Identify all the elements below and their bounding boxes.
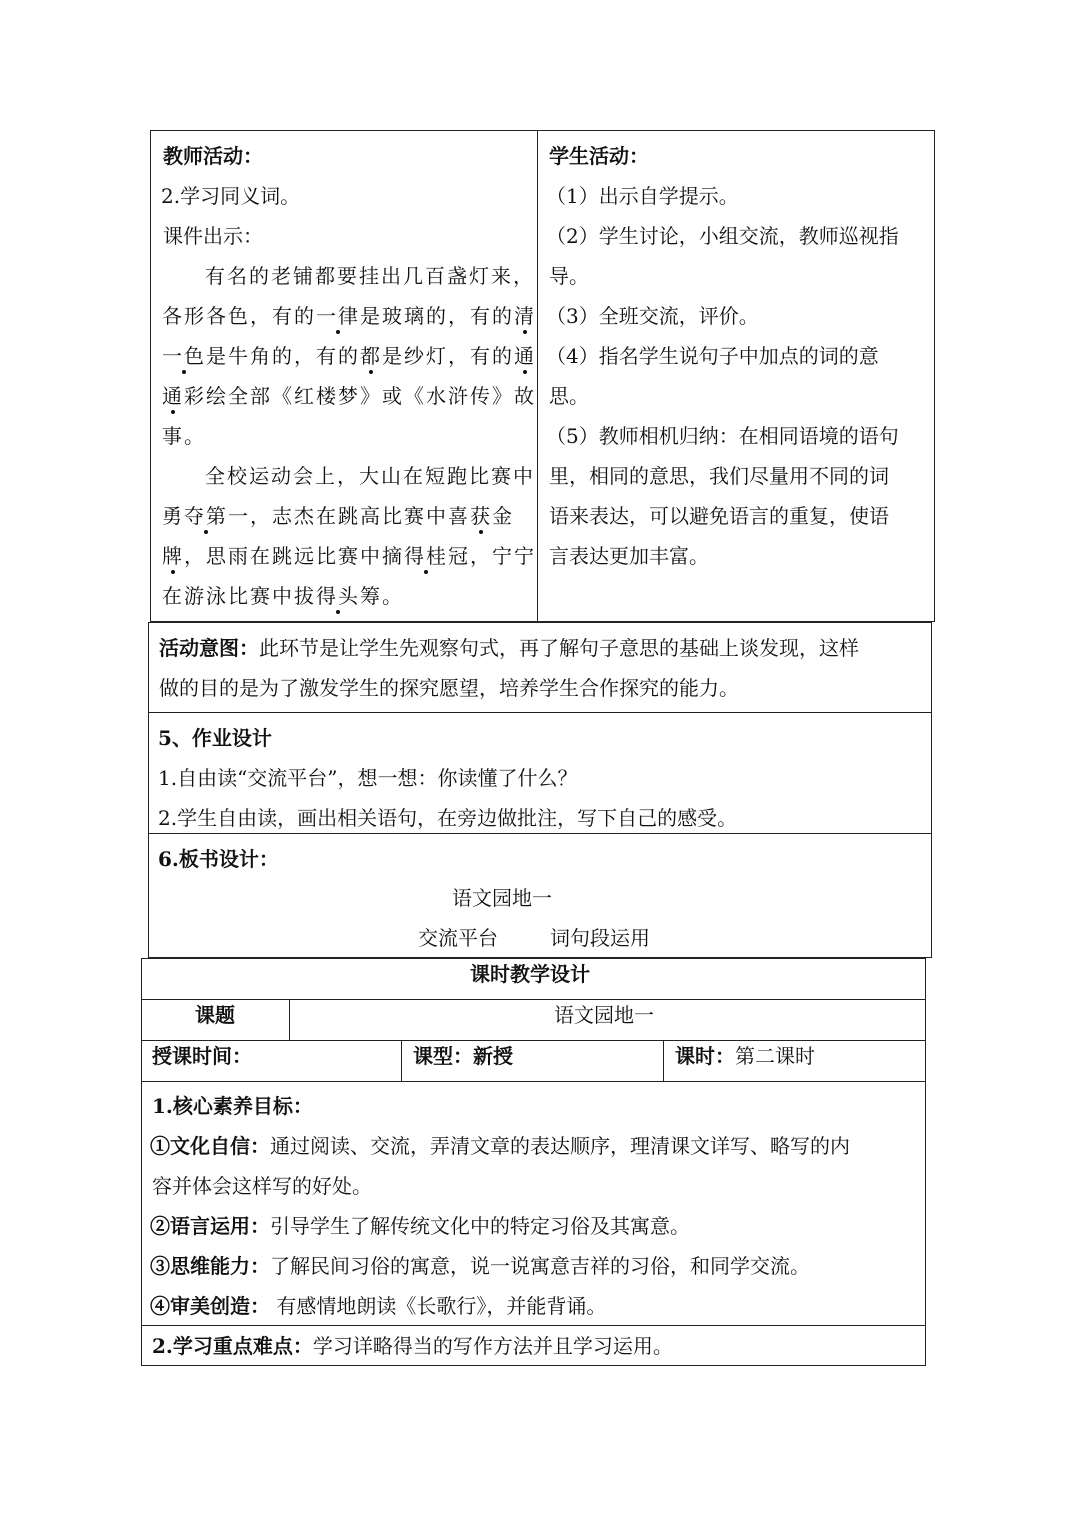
- p1l3b: 是纱灯，有的: [382, 344, 514, 368]
- dotted-word-yilv: 一律: [316, 304, 360, 328]
- goal-4-text: 有感情地朗读《长歌行》，并能背诵。: [270, 1294, 607, 1318]
- p2l4b: 。: [382, 584, 404, 608]
- dotted-word-qing: 清: [514, 304, 536, 328]
- intent-text-1: 此环节是让学生先观察句式，再了解句子意思的基础上谈发现，这样: [259, 636, 859, 660]
- passage2-line4: [162, 586, 404, 606]
- homework-item-0: 1.自由读“交流平台”，想一想：你读懂了什么？: [158, 766, 578, 790]
- student-line-7: 里，相同的意思，我们尽量用不同的词: [549, 464, 889, 488]
- dotted-word-zhaide: 摘得桂冠: [382, 544, 470, 568]
- dotted-word-bade: 拔得头筹: [294, 584, 382, 608]
- key-points-text: 学习详略得当的写作方法并且学习运用。: [312, 1334, 673, 1358]
- lesson-vline-topic: [289, 999, 290, 1040]
- passage2-line2: [162, 506, 514, 526]
- teacher-item: 2.学习同义词。: [161, 184, 301, 208]
- dotted-word-pai: 牌: [162, 544, 184, 568]
- dotted-word-xihuo: 喜获金: [448, 504, 514, 528]
- courseware-label: 课件出示：: [163, 224, 263, 248]
- period-label: 课时：: [675, 1044, 735, 1068]
- passage2-line3: [162, 546, 536, 566]
- homework-item-1: 2.学生自由读，画出相关语句，在旁边做批注，写下自己的感受。: [158, 806, 738, 830]
- student-line-3: （3）全班交流，评价。: [546, 304, 759, 328]
- topic-label: 课题: [195, 1003, 235, 1027]
- key-points: [152, 1336, 673, 1356]
- board-heading: 6.板书设计：: [158, 847, 279, 871]
- board-left: 交流平台: [418, 926, 498, 950]
- student-heading: 学生活动：: [549, 144, 649, 168]
- lesson-title: 课时教学设计: [470, 962, 590, 986]
- key-points-label: 2.学习重点难点：: [152, 1334, 313, 1358]
- goal-4: [150, 1296, 606, 1316]
- topic-value: 语文园地一: [554, 1003, 654, 1027]
- homework-heading: 5、作业设计: [158, 726, 272, 750]
- type-cell: [413, 1046, 513, 1066]
- p2l2a: ，志杰在跳高比赛中: [250, 504, 448, 528]
- goal-1-label: ①文化自信：: [150, 1134, 270, 1158]
- intent-line2: 做的目的是为了激发学生的探究愿望，培养学生合作探究的能力。: [159, 676, 739, 700]
- goals-heading: 1.核心素养目标：: [152, 1094, 313, 1118]
- dotted-word-tong2: 通: [162, 384, 184, 408]
- passage1-line2: [162, 306, 536, 326]
- goal-1-line2: 容并体会这样写的好处。: [152, 1174, 372, 1198]
- period-cell: [675, 1046, 815, 1066]
- lesson-hline-4: [141, 1325, 926, 1326]
- p1l2b: 是玻璃的，有的: [360, 304, 514, 328]
- p1l2a: 各形各色，有的: [162, 304, 316, 328]
- intent-label: 活动意图：: [159, 636, 259, 660]
- student-line-1: （2）学生讨论，小组交流，教师巡视指: [546, 224, 899, 248]
- passage1-line1: [205, 266, 535, 286]
- dotted-word-yongduo: 勇夺第一: [162, 504, 250, 528]
- dotted-word-dou: 都: [360, 344, 382, 368]
- goal-4-label: ④审美创造：: [150, 1294, 270, 1318]
- dotted-word-yise: 一色: [162, 344, 206, 368]
- goal-2-text: 引导学生了解传统文化中的特定习俗及其寓意。: [270, 1214, 690, 1238]
- student-line-4: （4）指名学生说句子中加点的词的意: [546, 344, 879, 368]
- p2l3b: ，宁宁: [470, 544, 536, 568]
- student-line-5: 思。: [549, 384, 589, 408]
- type-label: 课型：: [413, 1044, 473, 1068]
- type-value: 新授: [473, 1044, 513, 1068]
- student-line-9: 言表达更加丰富。: [549, 544, 709, 568]
- goal-3: [150, 1256, 810, 1276]
- goal-3-text: 了解民间习俗的寓意，说一说寓意吉祥的习俗，和同学交流。: [270, 1254, 810, 1278]
- goal-2-label: ②语言运用：: [150, 1214, 270, 1238]
- time-label: 授课时间：: [152, 1044, 252, 1068]
- intent-line1: [159, 638, 859, 658]
- activity-table-divider: [537, 130, 538, 622]
- student-line-6: （5）教师相机归纳：在相同语境的语句: [546, 424, 899, 448]
- student-line-8: 语来表达，可以避免语言的重复，使语: [549, 504, 889, 528]
- p1l3a: 是牛角的，有的: [206, 344, 360, 368]
- passage1-line5: 事。: [162, 424, 206, 448]
- goal-1-line1: [150, 1136, 850, 1156]
- student-line-2: 导。: [549, 264, 589, 288]
- period-value: 第二课时: [735, 1044, 815, 1068]
- goal-3-label: ③思维能力：: [150, 1254, 270, 1278]
- goal-1-text: 通过阅读、交流，弄清文章的表达顺序，理清课文详写、略写的内: [270, 1134, 850, 1158]
- lesson-hline-3: [141, 1081, 926, 1082]
- lesson-vline-type: [663, 1040, 664, 1081]
- student-line-0: （1）出示自学提示。: [546, 184, 739, 208]
- teacher-heading: 教师活动：: [163, 144, 263, 168]
- p2l4a: 在游泳比赛中: [162, 584, 294, 608]
- passage2-line1: 全校运动会上，大山在短跑比赛中: [205, 464, 535, 488]
- lesson-vline-time: [401, 1040, 402, 1081]
- lesson-hline-2: [141, 1040, 926, 1041]
- goal-2: [150, 1216, 690, 1236]
- lesson-hline-1: [141, 999, 926, 1000]
- board-right: 词句段运用: [550, 926, 650, 950]
- passage1-line4: [162, 386, 536, 406]
- board-title: 语文园地一: [452, 886, 552, 910]
- p2l3a: ，思雨在跳远比赛中: [184, 544, 382, 568]
- dotted-word-tong: 通: [514, 344, 536, 368]
- p1l4a: 彩绘全部《红楼梦》或《水浒传》故: [184, 384, 536, 408]
- passage1-line1-text: 有名的老铺都要挂出几百盏灯来，: [205, 264, 535, 288]
- passage1-line3: [162, 346, 536, 366]
